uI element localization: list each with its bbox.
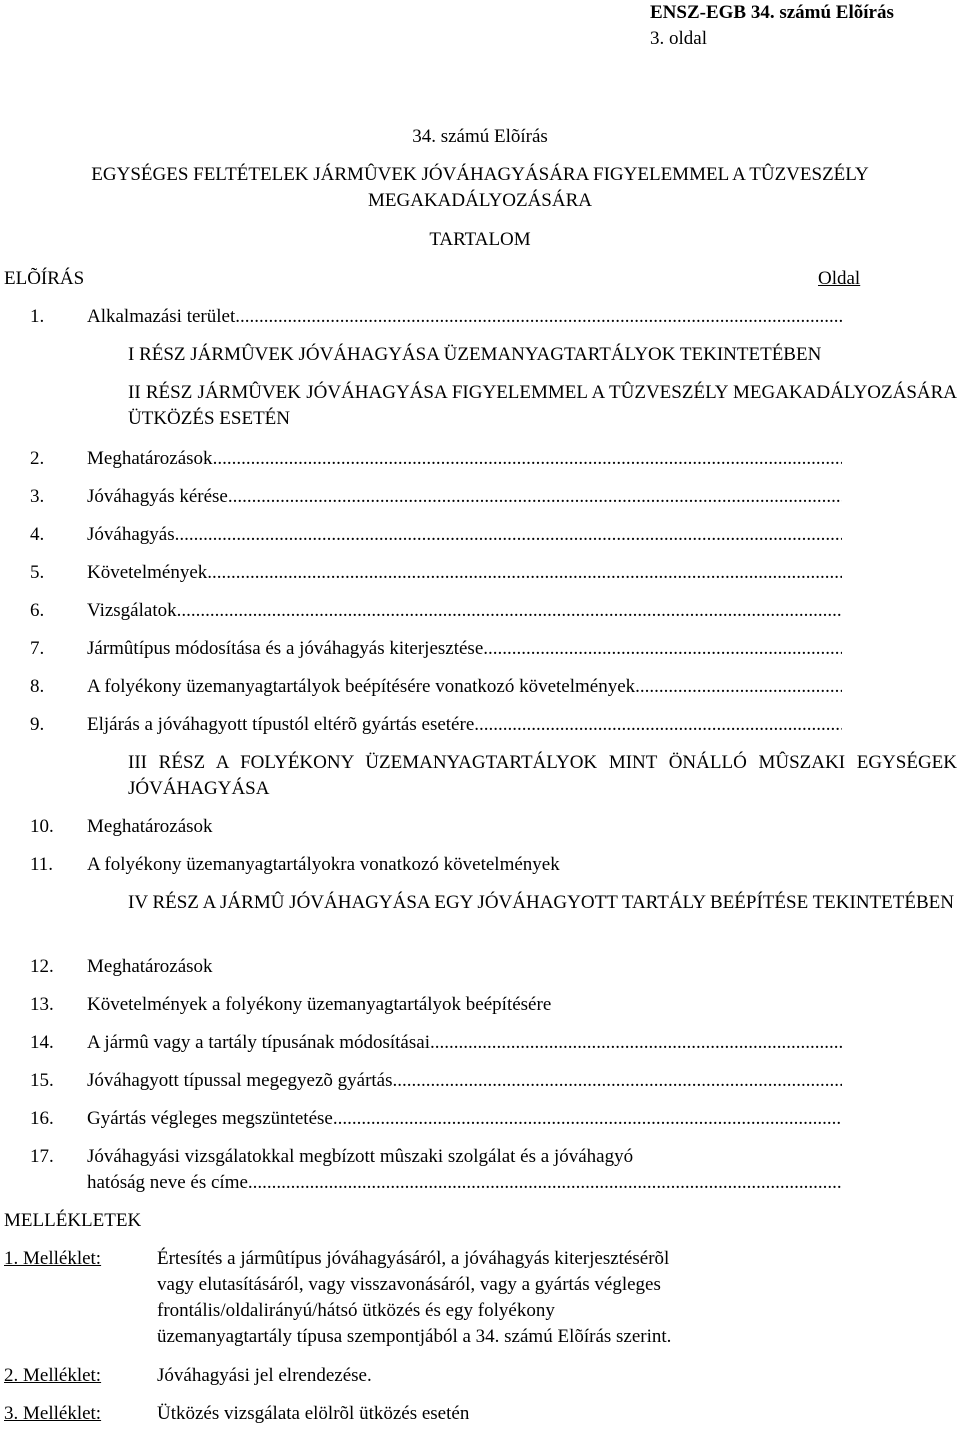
toc-item-text-line2: hatóság neve és címe [87, 1172, 248, 1193]
toc-item-text: Meghatározások [87, 816, 213, 837]
toc-item-16[interactable] [30, 1106, 842, 1132]
toc-item-number: 2. [30, 448, 45, 469]
toc-intro: ELÕÍRÁS [4, 268, 85, 289]
toc-item-number: 13. [30, 994, 54, 1015]
toc-heading: TARTALOM [429, 229, 531, 250]
toc-item-number: 3. [30, 486, 45, 507]
toc-item-number: 5. [30, 562, 45, 583]
toc-item-17-continuation[interactable] [30, 1170, 842, 1196]
regulation-title-line2: MEGAKADÁLYOZÁSÁRA [368, 190, 592, 211]
toc-item-number: 8. [30, 676, 45, 697]
toc-item-3[interactable] [30, 484, 842, 510]
toc-item-11[interactable] [30, 852, 560, 878]
leader-dots [235, 304, 842, 330]
leader-dots [474, 712, 842, 738]
toc-item-text: Jóváhagyott típussal megegyezõ gyártás [87, 1070, 393, 1091]
toc-item-8[interactable] [30, 674, 842, 700]
toc-item-9[interactable] [30, 712, 842, 738]
leader-dots [207, 560, 842, 586]
toc-item-text: Meghatározások [87, 448, 213, 469]
annex-3-text: Ütközés vizsgálata elölrõl ütközés esetén [157, 1403, 470, 1424]
annex-1-text-line4: üzemanyagtartály típusa szempontjából a 34. számú Elõírás szerint. [157, 1326, 672, 1347]
annexes-heading: MELLÉKLETEK [4, 1210, 142, 1231]
toc-item-number: 17. [30, 1146, 54, 1167]
part-2-heading: II RÉSZ JÁRMÛVEK JÓVÁHAGYÁSA FIGYELEMMEL A TÛZVESZÉLY MEGAKADÁLYOZÁSÁRA ÜTKÖZÉS ESETÉN [128, 382, 957, 429]
toc-item-13[interactable] [30, 992, 551, 1018]
leader-dots [177, 598, 842, 624]
leader-dots [228, 484, 842, 510]
annex-2-text: Jóváhagyási jel elrendezése. [157, 1365, 372, 1386]
annex-1-text-line3: frontális/oldalirányú/hátsó ütközés és egy folyékony [157, 1300, 555, 1321]
toc-item-text: Alkalmazási terület [87, 306, 236, 327]
regulation-title-line1: EGYSÉGES FELTÉTELEK JÁRMÛVEK JÓVÁHAGYÁSÁRA FIGYELEMMEL A TÛZVESZÉLY [91, 164, 869, 185]
toc-item-14[interactable] [30, 1030, 842, 1056]
toc-item-12[interactable] [30, 954, 213, 980]
toc-item-text: Jármûtípus módosítása és a jóváhagyás kiterjesztése [87, 638, 484, 659]
toc-item-6[interactable] [30, 598, 842, 624]
annex-1-text-line2: vagy elutasításáról, vagy visszavonásáról, vagy a gyártás végleges [157, 1274, 661, 1295]
annex-3-label[interactable]: 3. Melléklet: [4, 1403, 102, 1424]
toc-item-text-line1: Jóváhagyási vizsgálatokkal megbízott mûszaki szolgálat és a jóváhagyó [87, 1146, 634, 1167]
leader-dots [248, 1170, 842, 1196]
toc-item-text: Követelmények a folyékony üzemanyagtartályok beépítésére [87, 994, 552, 1015]
leader-dots [333, 1106, 842, 1132]
leader-dots [213, 446, 842, 472]
annex-1-text-line1: Értesítés a jármûtípus jóváhagyásáról, a jóváhagyás kiterjesztésérõl [157, 1248, 670, 1269]
toc-item-4[interactable] [30, 522, 842, 548]
annex-1-label[interactable]: 1. Melléklet: [4, 1248, 102, 1269]
toc-item-17[interactable] [30, 1144, 633, 1170]
toc-item-text: A folyékony üzemanyagtartályokra vonatkozó követelmények [87, 854, 560, 875]
toc-item-text: Jóváhagyás kérése [87, 486, 228, 507]
toc-item-number: 7. [30, 638, 45, 659]
toc-item-7[interactable] [30, 636, 842, 662]
toc-item-text: Meghatározások [87, 956, 213, 977]
toc-item-text: Vizsgálatok [87, 600, 177, 621]
page-column-heading: Oldal [818, 268, 861, 289]
part-4-heading: IV RÉSZ A JÁRMÛ JÓVÁHAGYÁSA EGY JÓVÁHAGYOTT TARTÁLY BEÉPÍTÉSE TEKINTETÉBEN [128, 892, 954, 913]
toc-item-number: 1. [30, 306, 45, 327]
leader-dots [430, 1030, 842, 1056]
toc-item-1[interactable] [30, 304, 842, 330]
toc-item-text: A jármû vagy a tartály típusának módosításai [87, 1032, 430, 1053]
toc-item-15[interactable] [30, 1068, 842, 1094]
leader-dots [175, 522, 842, 548]
toc-item-number: 10. [30, 816, 54, 837]
leader-dots [393, 1068, 842, 1094]
regulation-number: 34. számú Elõírás [412, 126, 548, 147]
toc-item-number: 4. [30, 524, 45, 545]
header-page-number: 3. oldal [650, 28, 707, 49]
toc-item-number: 11. [30, 854, 54, 875]
toc-item-number: 9. [30, 714, 45, 735]
toc-item-2[interactable] [30, 446, 842, 472]
toc-item-number: 14. [30, 1032, 54, 1053]
part-3-heading: III RÉSZ A FOLYÉKONY ÜZEMANYAGTARTÁLYOK MINT ÖNÁLLÓ MÛSZAKI EGYSÉGEK JÓVÁHAGYÁSA [128, 752, 957, 799]
toc-item-text: A folyékony üzemanyagtartályok beépítésére vonatkozó követelmények [87, 676, 636, 697]
leader-dots [483, 636, 842, 662]
header-title: ENSZ-EGB 34. számú Elõírás [650, 2, 894, 23]
part-1-heading: I RÉSZ JÁRMÛVEK JÓVÁHAGYÁSA ÜZEMANYAGTARTÁLYOK TEKINTETÉBEN [128, 344, 822, 365]
toc-item-10[interactable] [30, 814, 213, 840]
toc-item-5[interactable] [30, 560, 842, 586]
toc-item-number: 6. [30, 600, 45, 621]
toc-item-text: Gyártás végleges megszüntetése [87, 1108, 333, 1129]
toc-item-number: 15. [30, 1070, 54, 1091]
leader-dots [635, 674, 842, 700]
toc-item-number: 16. [30, 1108, 54, 1129]
toc-item-number: 12. [30, 956, 54, 977]
toc-item-text: Jóváhagyás [87, 524, 175, 545]
toc-item-text: Követelmények [87, 562, 208, 583]
toc-item-text: Eljárás a jóváhagyott típustól eltérõ gyártás esetére [87, 714, 475, 735]
annex-2-label[interactable]: 2. Melléklet: [4, 1365, 102, 1386]
